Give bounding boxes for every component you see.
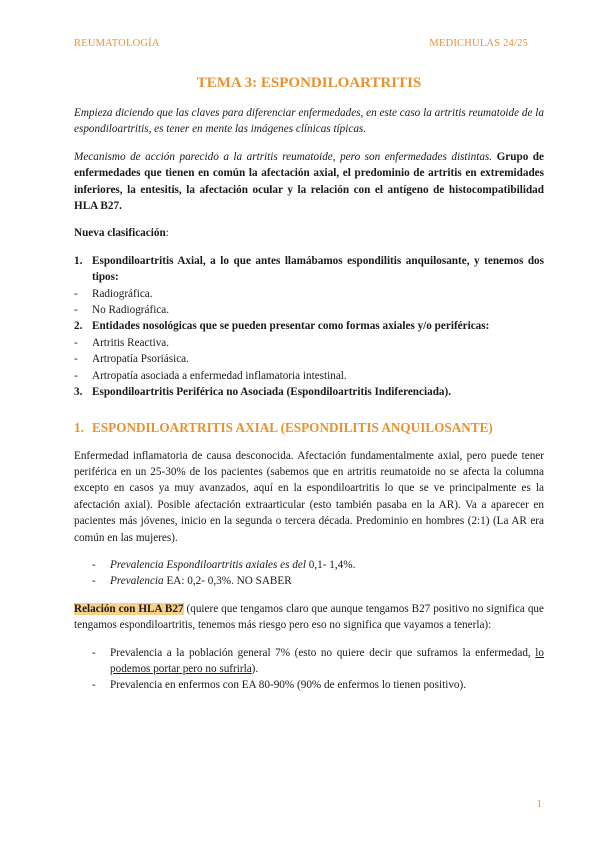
header-subject: REUMATOLOGÍA	[74, 38, 160, 49]
definition-paragraph	[74, 149, 544, 215]
list-item: - No Radiográfica.	[74, 304, 170, 317]
hla-highlight: Relación con HLA B27	[74, 602, 184, 615]
list-item: 1. Espondiloartritis Axial, a lo que antes llamábamos espondilitis anquilosante, y tenemos dos tipos:	[74, 254, 544, 284]
list-item: - Prevalencia Espondiloartritis axiales es del 0,1- 1,4%.	[92, 558, 356, 571]
page-content	[74, 74, 544, 694]
classification-heading	[74, 225, 544, 241]
prevalence-list	[74, 557, 544, 590]
list-item: - Prevalencia EA: 0,2- 0,3%. NO SABER	[92, 575, 292, 588]
classification-list	[74, 253, 544, 401]
section-paragraph: Enfermedad inflamatoria de causa desconocida. Afectación fundamentalmente axial, pero puede tener periférica en un 25-30% de los pacientes (sabemos que en artritis reumatoide no se afecta la columna excepto en casos ya muy avanzados, aquí en la espondiloartritis lo que se ve principalmente es la afectación axial). Posible afectación extraarticular (esto también pasaba en la AR). Va a aparecer en pacientes más jóvenes, inicio en la segunda o tercera década. Predominio en hombres (2:1) (La AR era común en las mujeres).	[74, 449, 544, 544]
intro-paragraph: Empieza diciendo que las claves para diferenciar enfermedades, en este caso la artritis reumatoide de la espondiloartritis, es tener en mente las imágenes clínicas típicas.	[74, 107, 544, 136]
list-item: - Artropatía asociada a enfermedad inflamatoria intestinal.	[74, 369, 347, 382]
list-item: 2. Entidades nosológicas que se pueden presentar como formas axiales y/o periféricas:	[74, 320, 490, 333]
header-source: MEDICHULAS 24/25	[429, 38, 528, 49]
hla-list	[74, 645, 544, 694]
classification-colon: :	[165, 227, 169, 240]
list-item: - Prevalencia en enfermos con EA 80-90% (90% de enfermos lo tienen positivo).	[92, 679, 467, 692]
hla-paragraph: Relación con HLA B27 (quiere que tengamos claro que aunque tengamos B27 positivo no significa que tengamos espondiloartritis, tenemos más riesgo pero eso no significa que vayamos a tenerla):	[74, 602, 544, 632]
group-definition: Grupo de enfermedades que tienen en común la afectación axial, el predominio de artritis en extremidades inferiores, la entesitis, la afectación ocular y la relación con el antígeno de histocompatibilidad HLA B27.	[74, 150, 544, 213]
page-title: TEMA 3: ESPONDILOARTRITIS	[196, 75, 422, 91]
section-heading: 1. ESPONDILOARTRITIS AXIAL (ESPONDILITIS ANQUILOSANTE)	[74, 419, 493, 435]
list-item: - Artropatía Psoriásica.	[74, 353, 189, 366]
classification-label: Nueva clasificación	[74, 227, 166, 240]
mechanism-note: Mecanismo de acción parecido a la artritis reumatoide, pero son enfermedades distintas.	[74, 150, 493, 163]
page-number: 1	[536, 798, 542, 810]
list-item: 3. Espondiloartritis Periférica no Asociada (Espondiloartritis Indiferenciada).	[74, 386, 452, 399]
list-item: - Prevalencia a la población general 7% (esto no quiere decir que suframos la enfermedad, lo podemos portar pero no sufrirla).	[92, 646, 544, 675]
list-item: - Radiográfica.	[74, 287, 153, 300]
list-item: - Artritis Reactiva.	[74, 336, 170, 349]
